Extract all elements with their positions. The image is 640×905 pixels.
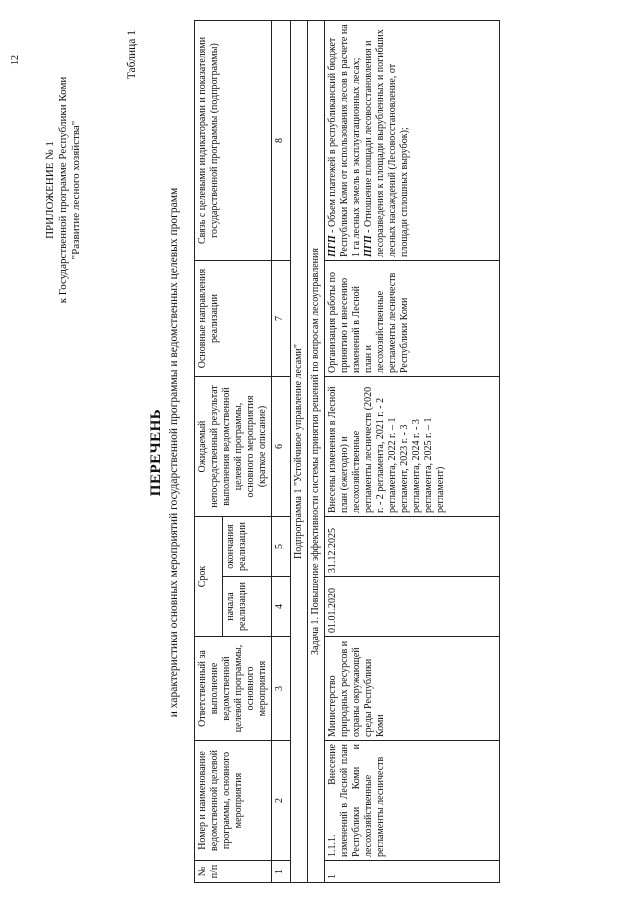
indicator-text: - Объем платежей в республиканский бюджет Республики Коми от использования лесов в расчете на 1 га лесных земель в эксплуатационных лесах; [327,24,362,257]
column-number: 1 [272,861,291,883]
task-title: Задача 1. Повышение эффективности системы принятия решений по вопросам лесоуправления [308,21,325,883]
measures-table [194,20,500,883]
column-number-row [272,21,291,883]
header-col-6: Ожидаемый непосредственный результат выполнения ведомственной целевой программы, основного мероприятия (краткое описание) [195,377,272,517]
table-row [325,21,500,883]
appendix-line-2: к Государственной программе Республики Коми [57,76,69,304]
column-number: 6 [272,377,291,517]
indicator-tag: ПГП [363,235,374,257]
column-number: 3 [272,637,291,741]
appendix-block [44,30,83,350]
document-subtitle: и характеристики основных мероприятий государственной программы и ведомственных целевых программ [168,187,180,718]
indicator-tag: ПГП [327,235,338,257]
end-date: 31.12.2025 [325,517,500,577]
expected-result: Внесены изменения в Лесной план (ежегодно) и лесохозяйственные регламенты лесничеств (2020 г. - 2 регламента, 2021 г. - 2 регламента, 2022 г. – 1 регламент, 2023 г. - 3 регламента, 2024 г. - 3 регламента, 2025 г. – 1 регламент) [325,377,500,517]
indicator-text: - Отношение площади лесовосстановления и лесоразведения к площади вырубленных и погибших лесных насаждений (Лесовосстановление, от площади сплошных вырубок); [363,29,410,257]
table-label: Таблица 1 [126,30,138,80]
row-number: 1 [325,861,500,883]
column-number: 8 [272,21,291,261]
measure-name: 1.1.1. Внесение изменений в Лесной план Республики Коми и лесохозяйственные регламенты лесничеств [325,741,500,861]
header-col-5: окончания реализации [223,517,272,577]
indicator-item [363,24,411,257]
subprogram-title: Подпрограмма 1 "Устойчивое управление лесами" [291,21,308,883]
header-col-2: Номер и наименование ведомственной целевой программы, основного мероприятия [195,741,272,861]
header-col-3: Ответственный за выполнение ведомственной целевой программы, основного мероприятия [195,637,272,741]
header-col-4: начала реализации [223,577,272,637]
column-number: 4 [272,577,291,637]
main-directions: Организация работы по принятию и внесению изменений в Лесной план и лесохозяйственные регламенты лесничеств Республики Коми [325,261,500,377]
header-col-7: Основные направления реализации [195,261,272,377]
appendix-line-1: ПРИЛОЖЕНИЕ № 1 [44,141,56,239]
indicator-link [325,21,500,261]
header-col-8: Связь с целевыми индикаторами и показателями государственной программы (подпрограммы) [195,21,272,261]
column-number: 5 [272,517,291,577]
document-title: ПЕРЕЧЕНЬ [148,408,164,497]
header-srok: Срок [195,517,223,637]
task-row [308,21,325,883]
header-row-1 [195,21,223,883]
responsible-party: Министерство природных ресурсов и охраны окружающей среды Республики Коми [325,637,500,741]
subprogram-row [291,21,308,883]
indicator-item [327,24,363,257]
page-number: 12 [10,55,21,65]
column-number: 7 [272,261,291,377]
start-date: 01.01.2020 [325,577,500,637]
header-col-1: № п/п [195,861,272,883]
appendix-line-3: "Развитие лесного хозяйства" [70,120,82,260]
column-number: 2 [272,741,291,861]
